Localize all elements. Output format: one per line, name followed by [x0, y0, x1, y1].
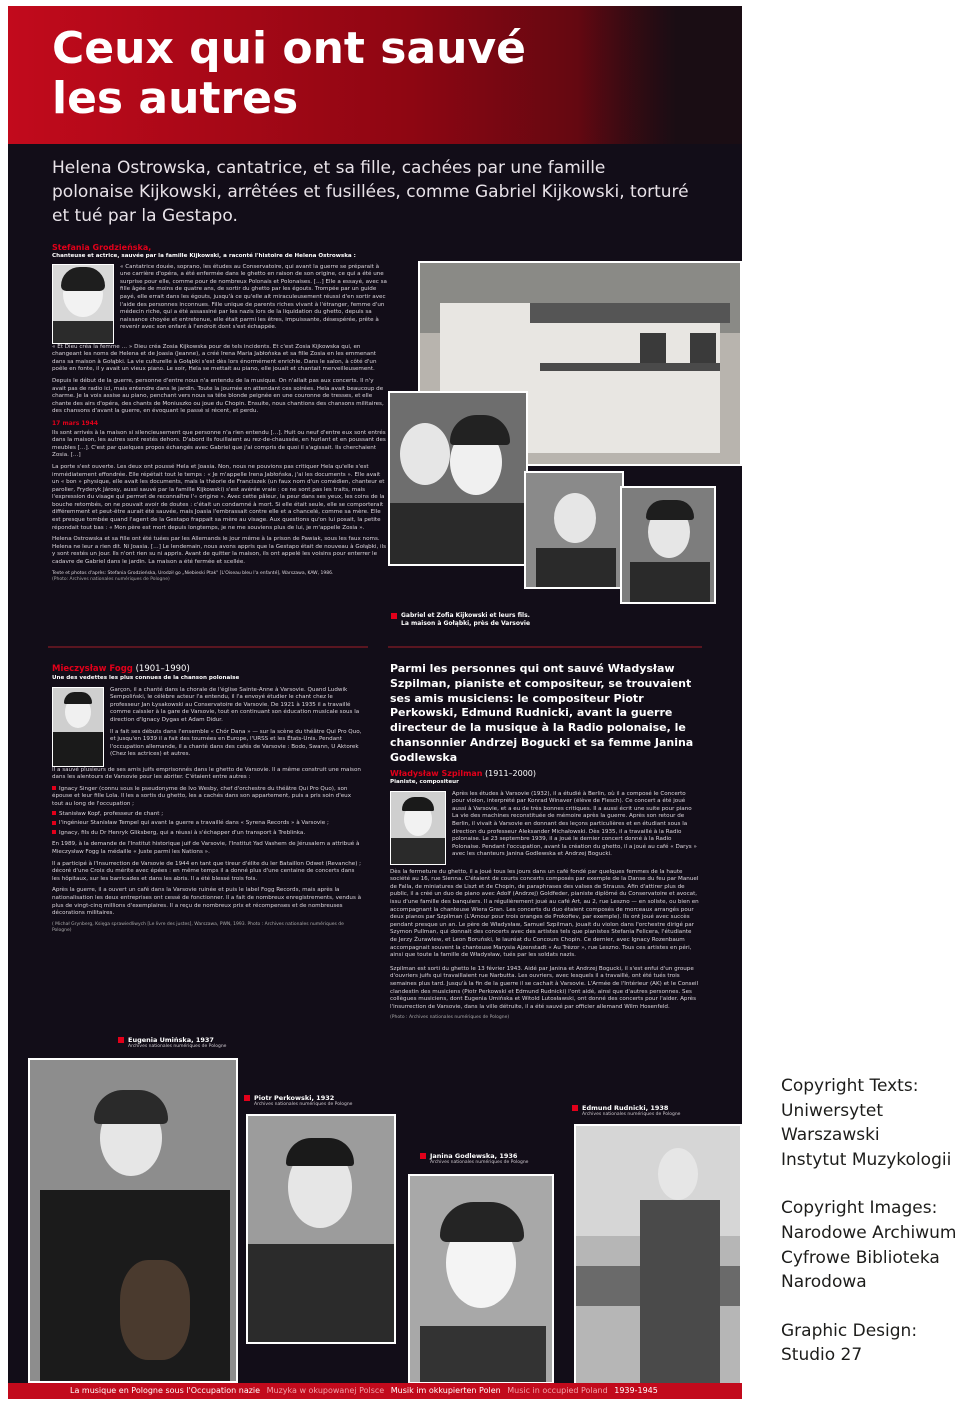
- section-szpilman: [390, 768, 700, 1021]
- section-1-intro: Chanteuse et actrice, sauvée par la famille Kijkowski, a raconté l'histoire de Helena Ostrowska :: [52, 253, 356, 259]
- photo-caption-kijkowski: [391, 612, 551, 628]
- fogg-p5: Il a participé à l'Insurrection de Varsovie de 1944 en tant que tireur d'élite du Ier Bataillon Odwet (Revanche) ; décoré d'une Croix du mérite avec épées : en même temps il a donné plus d'une centaine de concerts dans les hôpitaux, sur les barricades et dans les abris. Il a été blessé trois fois.: [52, 860, 362, 882]
- szpilman-name: Władysław Szpilman: [390, 769, 483, 778]
- section-grodzienska: [52, 242, 388, 583]
- red-square-marker: [420, 1153, 426, 1159]
- title-line-1: Ceux qui ont sauvé: [52, 23, 527, 74]
- portrait-credit: Archives nationales numériques de Pologne: [128, 1044, 227, 1049]
- suit-perkowski: [248, 1244, 396, 1344]
- fogg-p4: En 1989, à la demande de l'Institut historique juif de Varsovie, l'Institut Yad Vashem de Jérusalem a attribué à Mieczysław Fogg la médaille « Juste parmi les Nations ».: [52, 841, 360, 855]
- shoulders-godlewska: [420, 1326, 546, 1384]
- fogg-heading: [52, 664, 364, 675]
- portrait-credit: Archives nationales numériques de Pologne: [582, 1112, 681, 1117]
- exhibition-poster: [8, 6, 742, 1399]
- portrait-name: Piotr Perkowski, 1932: [254, 1094, 335, 1102]
- credits-images-label: Copyright Images:: [781, 1198, 938, 1219]
- hair-shape: [64, 692, 92, 704]
- bullet: [52, 811, 56, 815]
- credits-texts-label: Copyright Texts:: [781, 1076, 919, 1096]
- photo-eugenia-uminska: [28, 1058, 238, 1383]
- fogg-list-item: [52, 811, 364, 819]
- fogg-source: ( Michał Grynberg, Księga sprawiedliwych [Le livre des justes], Warszawa, PWN, 1993. Photo : Archives nationales numériques de Pologne): [52, 921, 344, 933]
- list-text: l'ingénieur Stanisław Tempel qui avant la guerre a travaillé dans « Syrena Records » à Varsovie ;: [59, 820, 329, 827]
- hair-perkowski: [286, 1138, 354, 1166]
- credits-texts-line: Warszawski: [781, 1125, 880, 1146]
- suit-rudnicki: [640, 1200, 720, 1386]
- bullet: [52, 830, 56, 834]
- szpilman-source: (Photo : Archives nationales numériques de Pologne): [390, 1015, 510, 1021]
- portrait-caption-rudnicki: [572, 1104, 680, 1117]
- caption-line-2: La maison à Gołąbki, près de Varsovie: [401, 620, 531, 627]
- footer-fr: La musique en Pologne sous l'Occupation nazie: [70, 1386, 261, 1395]
- szpilman-p2: Dès la fermeture du ghetto, il a joué tous les jours dans un café fondé par quelques femmes de la haute société au 16, rue Sienna. C'étaient de courts concerts composés par exemple de la Danse du feu par Manuel de Falla, de miniatures de Liszt et de Chopin, de paraphrases des valses de Strauss. Afin d'attirer plus de public, il a créé un duo de piano avec Adolf (Andrzej) Goldfeder, pianiste diplômé du Conservatoire et avocat, issu d'une famille des banquiers. Il a régulièrement joué au café Art, au 2, rue Leszno — en soliste, ou bien en accompagnant la chanteuse Wiera Gran. Les concerts du duo étaient composés de morceaux arrangés pour deux pianos par Szpilman (L'Amour pour trois oranges de Prokofiev, par exemple). Ils ont joué avec succès pendant presque un an. Le père de Władysław, Samuel Szpilman, jouait du violon dans l'orchestre dirigé par Szymon Pullman, qui donnait des concerts avec des artistes tels que pianistes Stefania Felicera, l'étudiante de Jerzy Żurawlew, et Leon Boruński, le lauréat du Concours Chopin. Ce dernier, avec Ignacy Rozenbaum accompagnait souvent la chanteuse Marysia Ajzenstadt « Au Trèzor », rue Leszno. Tous ces artistes en péri, ainsi que toute la famille de Władysław, tués par les soldats nazis.: [390, 868, 699, 959]
- red-square-marker: [244, 1095, 250, 1101]
- list-text: Ignacy, fils du Dr Henryk Gliksberg, qui a réussi à s'échapper d'un transport à Treblinka.: [59, 829, 306, 836]
- hair-zofia: [450, 415, 510, 445]
- photo-son-2: [620, 486, 716, 604]
- red-square-marker: [118, 1037, 124, 1043]
- bullet: [52, 821, 56, 825]
- shoulders-son-1: [536, 548, 616, 589]
- shoulders-shape: [53, 321, 113, 343]
- portrait-name: Edmund Rudnicki, 1938: [582, 1104, 669, 1112]
- header-shade: [578, 6, 742, 144]
- divider: [388, 646, 702, 648]
- balcony: [540, 363, 720, 371]
- portrait-credit: Archives nationales numériques de Pologne: [430, 1160, 529, 1165]
- section-1-name: Stefania Grodzieńska,: [52, 243, 152, 252]
- footer-pl: Muzyka w okupowanej Polsce: [266, 1386, 385, 1395]
- face-rudnicki: [658, 1148, 698, 1200]
- credits-texts-line: Instytut Muzykologii: [781, 1149, 952, 1170]
- credits-design: [781, 1319, 960, 1368]
- szpilman-heading: [390, 768, 700, 779]
- credits-images-line: Narodowe Archiwum: [781, 1222, 957, 1243]
- photo-edmund-rudnicki: [574, 1124, 742, 1386]
- portrait-caption-uminska: [118, 1036, 226, 1049]
- face-gabriel: [400, 423, 450, 485]
- house-roof: [530, 303, 730, 323]
- fogg-p1: Garçon, il a chanté dans la chorale de l'église Sainte-Anne à Varsovie. Quand Ludwik Sempoliński, le célèbre acteur l'a entendu, il l'a envoyé étudier le chant chez le professeur Jan Łysakowski au Conservatoire de Varsovie. De 1921 à 1935 il a travaillé comme caissier à la gare de Varsovie, tout en continuant son éducation musicale sous la direction d'Ignacy Dygas et Adam Didur.: [110, 686, 360, 723]
- portrait-caption-godlewska: [420, 1152, 528, 1165]
- fogg-list-item: [52, 786, 364, 809]
- red-square-marker: [391, 613, 397, 619]
- fogg-list-item: [52, 830, 364, 838]
- quote-4: Ils sont arrivés à la maison si silencieusement que personne n'a rien entendu […]. Huit ou neuf d'entre eux sont entrés dans la maison, les autres sont restés dehors. D'abord ils fouillaient au rez-de-chaussée, en hurlant et en poussant des meubles […]. C'est par quelques propos échangés avec Gabriel que j'ai compris de quoi il s'agissait. Ils cherchaient Zosia. […]: [52, 429, 386, 459]
- photo-piotr-perkowski: [246, 1114, 396, 1344]
- hair-godlewska: [440, 1202, 524, 1242]
- fogg-list-item: [52, 820, 364, 828]
- credits-design-label: Graphic Design:: [781, 1320, 918, 1341]
- fogg-p2: Il a fait ses débuts dans l'ensemble « Chór Dana » — sur la scène du théâtre Qui Pro Quo, et jusqu'en 1939 il a fait des tournées en Europe, l'URSS et les États-Unis. Pendant l'occupation allemande, il a chanté dans des cafés de Varsovie : Bodo, Swann, U Aktorek (Chez les actrices) et autres.: [110, 728, 362, 758]
- footer-en: Music in occupied Poland: [507, 1386, 608, 1395]
- photo-janina-godlewska: [408, 1174, 554, 1384]
- quote-2: « Et Dieu créa la femme … » Dieu créa Zosia Kijkowska pour de tels incidents. Et c'est Zosia Kijkowska qui, en changeant les noms de Helena et de Joasia (Jeanne), a créé Irena Maria Jabłońska et sa fille Zosia en les emmenant dans sa maison à Gołąbki. La vie culturelle à Gołąbki s'est dès lors énormément enrichie. Dans le salon, à côté d'un poêle en fonte, il y avait un vieux piano. Le soir, Hela se mettait au piano, elle jouait et chantait merveilleusement.: [52, 343, 377, 373]
- poster-footer: [8, 1383, 742, 1399]
- title-line-2: les autres: [52, 73, 299, 124]
- credits-images-line: Narodowa: [781, 1272, 867, 1293]
- suit-shape: [53, 732, 103, 766]
- portrait-caption-perkowski: [244, 1094, 352, 1107]
- hair-shape: [61, 267, 105, 291]
- section-fogg: [52, 664, 364, 934]
- credits-texts: [781, 1074, 960, 1172]
- quote-1: « Cantatrice douée, soprano, les études au Conservatoire, qui avant la guerre se préparait à une carrière d'opéra, a été enfermée dans le ghetto en raison de son origine, ce qui a été une surprise pour elle, comme pour de nombreux Polonais et Polonaises. […] Elle a essayé, avec sa fille âgée de moins de quatre ans, de sortir du ghetto par les égouts. Trompée par un guide payé, elle errait dans les égouts, jusqu'à ce qu'elle ait miraculeusement réussi d'en sortir avec l'aide des personnes inconnues. Fille unique de parents riches vivant à l'étranger, femme d'un médecin riche, qui a été assassiné par les nazis lors de la liquidation du ghetto, depuis sa naissance choyée et entretenue, elle était parmi les êtres, impuissante, désespérée, prête à revenir avec son enfant à l'endroit dont s'est échappée.: [120, 263, 387, 331]
- shoulders: [390, 503, 528, 566]
- photo-gabriel-zofia: [388, 391, 528, 566]
- photo-son-1: [524, 471, 624, 589]
- hair-son-2: [646, 500, 694, 520]
- hair-shape: [402, 797, 434, 811]
- red-square-marker: [572, 1105, 578, 1111]
- portrait-credit: Archives nationales numériques de Pologne: [254, 1102, 353, 1107]
- fogg-p6: Après la guerre, il a ouvert un café dans la Varsovie ruinée et puis le label Fogg Records, mais après la nationalisation les deux entreprises ont cessé de fonctionner. Il a fait de nombreux enregistrements, vendus à plus de vingt-cinq millions d'exemplaires. Il a reçu de nombreux prix et récompenses et de nombreuses décorations militaires.: [52, 887, 362, 917]
- quote-6: Helena Ostrowska et sa fille ont été tuées par les Allemands le jour même à la prison de Pawiak, sous les faux noms. Helena ne leur a rien dit. Ni Joasia. […] Le lendemain, nous avons appris que la Gestapo était de nouveau à Gołąbki, ils y sont restés un jour. Ils n'ont rien su ni appris. Avant de quitter la maison, ils ont appelé les voisins pour enterrer le cadavre de Gabriel dans le jardin. La maison a été fermée et scellée.: [52, 536, 387, 566]
- szpilman-years: (1911–2000): [485, 769, 537, 778]
- szpilman-p1: Après les études à Varsovie (1932), il a étudié à Berlin, où il a composé le Concerto pour violon, interprété par Konrad Winaver (élève de Flesch). Ce concert a été joué aussi à Varsovie, et a eu de très bonnes critiques. Il a aussi écrit une suite pour piano La vie des machines reconstituée de mémoire après la guerre. Après son retour de Berlin, il vivait à Varsovie en donnant des leçons particulières et en étudiant sous la direction du professeur Aleksander Michałowski. Dès 1935, il a travaillé à la Radio polonaise. Le 23 septembre 1939, il a joué le dernier concert donné à la Radio Polonaise. Pendant l'occupation, avant la création du ghetto, il a joué au café « Darys » avec les chanteurs Janina Godlewska et Andrzej Bogucki.: [452, 790, 697, 858]
- list-text: Ignacy Singer (connu sous le pseudonyme de Ivo Wesby, chef d'orchestre du théâtre Qui Pro Quo), son épouse et leur fille Lola. Il les a sortis du ghetto, les a cachés dans son appartement, puis a pris soin d'eux tout au long de l'occupation ;: [52, 785, 352, 807]
- violin-shape: [120, 1260, 190, 1360]
- quote-3: Depuis le début de la guerre, personne d'entre nous n'a entendu de la musique. On n'allait pas aux concerts. Il n'y avait pas de radio ici, mais entendre dans le jardin. Toute la journée en attendant ces soirées. Hela avait beaucoup de charme. Je la vois assise au piano, penchant vers nous sa tête blonde peignée en une couronne de tresses, et elle chante des airs d'opéra, des chants de Moniuszko ou joue du Chopin. Ensuite, nous chantions des chansons militaires, des chansons d'avant la guerre, en évoquant le passé si récent, et perdu.: [52, 377, 384, 415]
- poster-title: [52, 24, 572, 124]
- footer-de: Musik im okkupierten Polen: [390, 1386, 501, 1395]
- poster-subtitle: Helena Ostrowska, cantatrice, et sa fille, cachées par une famille polonaise Kijkowski, arrêtées et fusillées, comme Gabriel Kijkowski, torturé et tué par la Gestapo.: [52, 158, 689, 226]
- portrait-szpilman: [390, 791, 446, 865]
- portrait-name: Eugenia Umińska, 1937: [128, 1036, 214, 1044]
- portrait-name: Janina Godlewska, 1936: [430, 1152, 518, 1160]
- section-1-source: Texte et photos d'après: Stefania Grodzieńska, Urodził go „Niebieski Ptak" [L'Oiseau bleu l'a enfanté], Warszawa, KAW, 1986.: [52, 570, 334, 576]
- portrait-helena-ostrowska: [52, 264, 114, 344]
- credits-images-line: Cyfrowe Biblioteka: [781, 1247, 940, 1268]
- fogg-p3: Il a sauvé plusieurs de ses amis juifs emprisonnés dans le ghetto de Varsovie. Il a même construit une maison dans les alentours de Varsovie pour les abriter. C'étaient entre autres :: [52, 766, 361, 781]
- section-1-source-2: (Photo: Archives nationales numériques de Pologne): [52, 576, 170, 582]
- caption-line-1: Gabriel et Zofia Kijkowski et leurs fils.: [401, 612, 530, 619]
- fogg-years: (1901–1990): [135, 664, 190, 674]
- list-text: Stanisław Kopf, professeur de chant ;: [59, 810, 164, 817]
- szpilman-headline: Parmi les personnes qui ont sauvé Władysław Szpilman, pianiste et compositeur, se trouvaient ses amis musiciens: le compositeur Piotr Perkowski, Edmund Rudnicki, avant la guerre directeur de la musique à la Radio polonaise, le chansonnier Andrzej Bogucki et sa femme Janina Godlewska: [390, 662, 694, 764]
- shoulders-son-2: [630, 562, 710, 604]
- credits-design-line: Studio 27: [781, 1345, 863, 1366]
- footer-years: 1939-1945: [614, 1386, 658, 1395]
- date-heading: 17 mars 1944: [52, 419, 99, 427]
- divider: [48, 646, 368, 648]
- credits-sidebar: [781, 1074, 960, 1392]
- fogg-name: Mieczysław Fogg: [52, 664, 133, 674]
- face-son-1: [554, 493, 596, 543]
- szpilman-role: Pianiste, compositeur: [390, 779, 459, 785]
- fogg-tagline: Une des vedettes les plus connues de la chanson polonaise: [52, 675, 240, 681]
- hair-uminska: [94, 1090, 168, 1124]
- portrait-fogg: [52, 687, 104, 767]
- credits-images: [781, 1196, 960, 1294]
- bullet: [52, 786, 56, 790]
- credits-texts-line: Uniwersytet: [781, 1100, 883, 1121]
- suit-shape: [391, 838, 445, 864]
- szpilman-p3: Szpilman est sorti du ghetto le 13 février 1943. Aidé par Janina et Andrzej Bogucki, il s'est enfui d'un groupe d'ouvriers juifs qui travaillaient rue Narbutta. Les ouvriers, avec lesquels il a travaillé, ont été tués trois semaines plus tard. Jusqu'à la fin de la guerre il se cachait à Varsovie. L'Armée de l'Intérieur (AK) et le Conseil clandestin des musiciens (Piotr Perkowski et Edmund Rudnicki) l'ont aidé, ainsi que d'autres personnes. Ses collègues musiciens, dont Eugenia Umińska et Witold Lutosławski, ont donné des concerts pour l'aider. Après l'insurrection de Varsovie, dans la ville détruite, il a été sauvé par officier allemand Wilm Hosenfeld.: [390, 965, 699, 1010]
- quote-5: La porte s'est ouverte. Les deux ont poussé Hela et Joasia. Non, nous ne pouvions pas critiquer Hela qu'elle s'est immédiatement effondrée. Elle répétait tout le temps : « Je m'appelle Irena Jabłońska, j'ai les documents ». Elle avait un « bon » physique, elle avait les documents, mais la théorie de Franciszek (un faux nom d'un comédien, chanteur et parolier, Fryderyk Járosy, aussi sauvé par la famille Kijkowski) s'est avérée vraie : ce ne sont pas les traits, mais l'expression du visage qui permet de reconnaître l'« origine ». Avec cette pâleur, la peur dans ses yeux, les coins de la bouche retombés, on ne pouvait avoir de doutes : c'était un condamné à mort. Si elle était seule, elle se comporterait différemment et peut-être aurait été sauvée, mais Joasia l'embrassait contre elle et a chancelé, comme sa mère. Elle est presque tombée quand l'agent de la Gestapo frappait sa mère au visage. Aux questions qu'on lui posait, la petite répondait tout bas : « Mon père est mort depuis longtemps, je ne me souviens plus de lui, je m'appelle Zosia ».: [52, 463, 385, 531]
